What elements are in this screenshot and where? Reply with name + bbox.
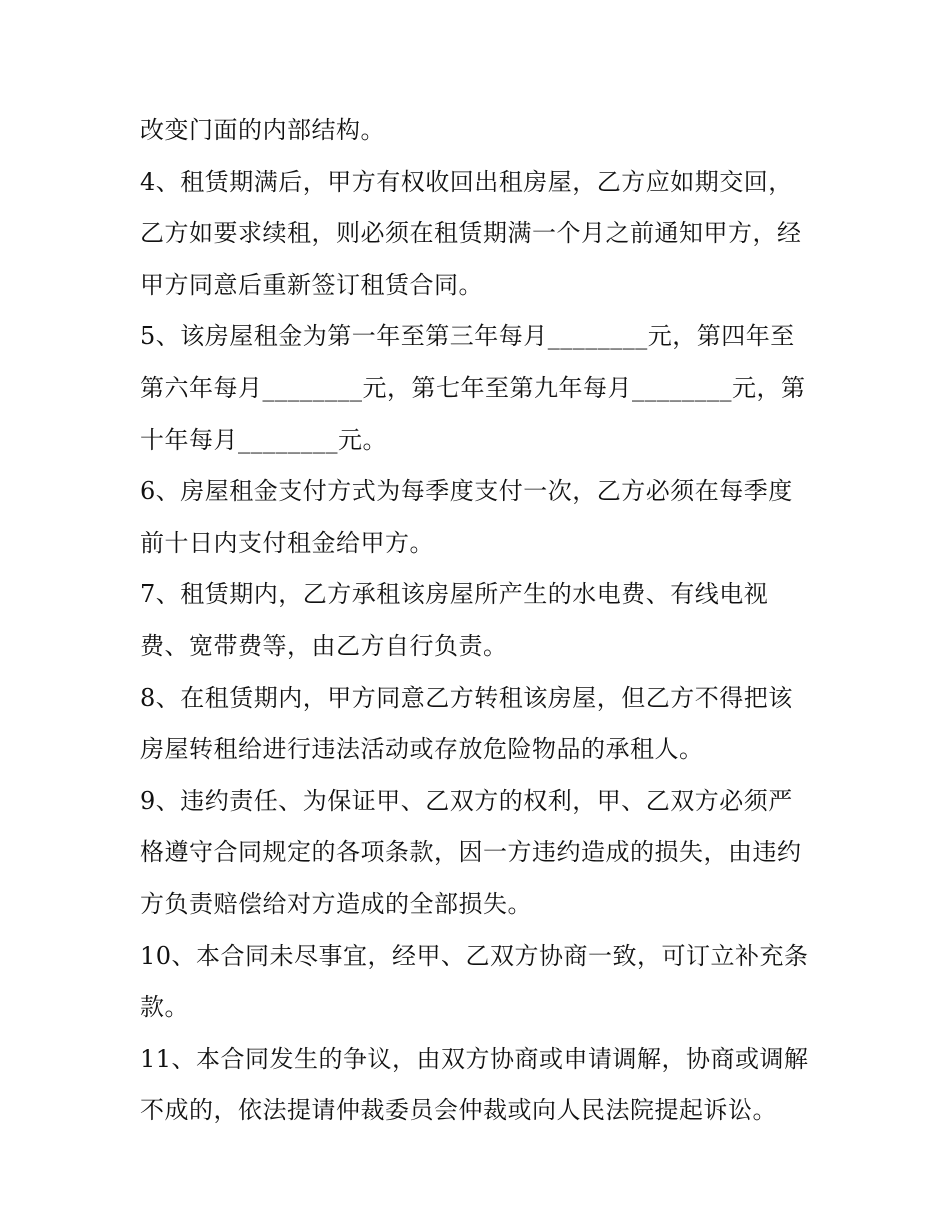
- text-line: 7、租赁期内，乙方承租该房屋所产生的水电费、有线电视: [140, 580, 769, 609]
- text-line: 格遵守合同规定的各项条款，因一方违约造成的损失，由违约: [140, 838, 802, 867]
- text-line: 十年每月________元。: [140, 425, 387, 454]
- text-line: 11、本合同发生的争议，由双方协商或申请调解，协商或调解: [140, 1044, 809, 1073]
- text-line: 第六年每月________元，第七年至第九年每月________元，第: [140, 373, 806, 402]
- clause-8: [140, 673, 820, 776]
- text-line: 费、宽带费等，由乙方自行负责。: [140, 631, 508, 660]
- text-line: 8、在租赁期内，甲方同意乙方转租该房屋，但乙方不得把该: [140, 683, 793, 712]
- clause-5: [140, 311, 820, 466]
- text-line: 甲方同意后重新签订租赁合同。: [140, 270, 483, 299]
- clause-7: [140, 569, 820, 672]
- text-line: 5、该房屋租金为第一年至第三年每月________元，第四年至: [140, 322, 795, 351]
- text-line: 不成的，依法提请仲裁委员会仲裁或向人民法院提起诉讼。: [140, 1096, 777, 1125]
- text-line: 前十日内支付租金给甲方。: [140, 528, 434, 557]
- clause-4: [140, 157, 820, 312]
- text-line: 9、违约责任、为保证甲、乙双方的权利，甲、乙双方必须严: [140, 786, 793, 815]
- clause-9: [140, 776, 820, 931]
- clause-10: [140, 931, 820, 1034]
- clause-11: [140, 1034, 820, 1137]
- text-line: 改变门面的内部结构。: [140, 116, 385, 144]
- text-line: 乙方如要求续租，则必须在租赁期满一个月之前通知甲方，经: [140, 219, 802, 248]
- paragraph-intro-continuation: [140, 105, 820, 157]
- text-line: 款。: [140, 993, 189, 1022]
- text-line: 6、房屋租金支付方式为每季度支付一次，乙方必须在每季度: [140, 477, 793, 506]
- text-line: 房屋转租给进行违法活动或存放危险物品的承租人。: [140, 735, 704, 764]
- document-body: [140, 105, 820, 1137]
- text-line: 方负责赔偿给对方造成的全部损失。: [140, 889, 532, 918]
- text-line: 10、本合同未尽事宜，经甲、乙双方协商一致，可订立补充条: [140, 941, 809, 970]
- clause-6: [140, 466, 820, 569]
- text-line: 4、租赁期满后，甲方有权收回出租房屋，乙方应如期交回，: [140, 167, 793, 196]
